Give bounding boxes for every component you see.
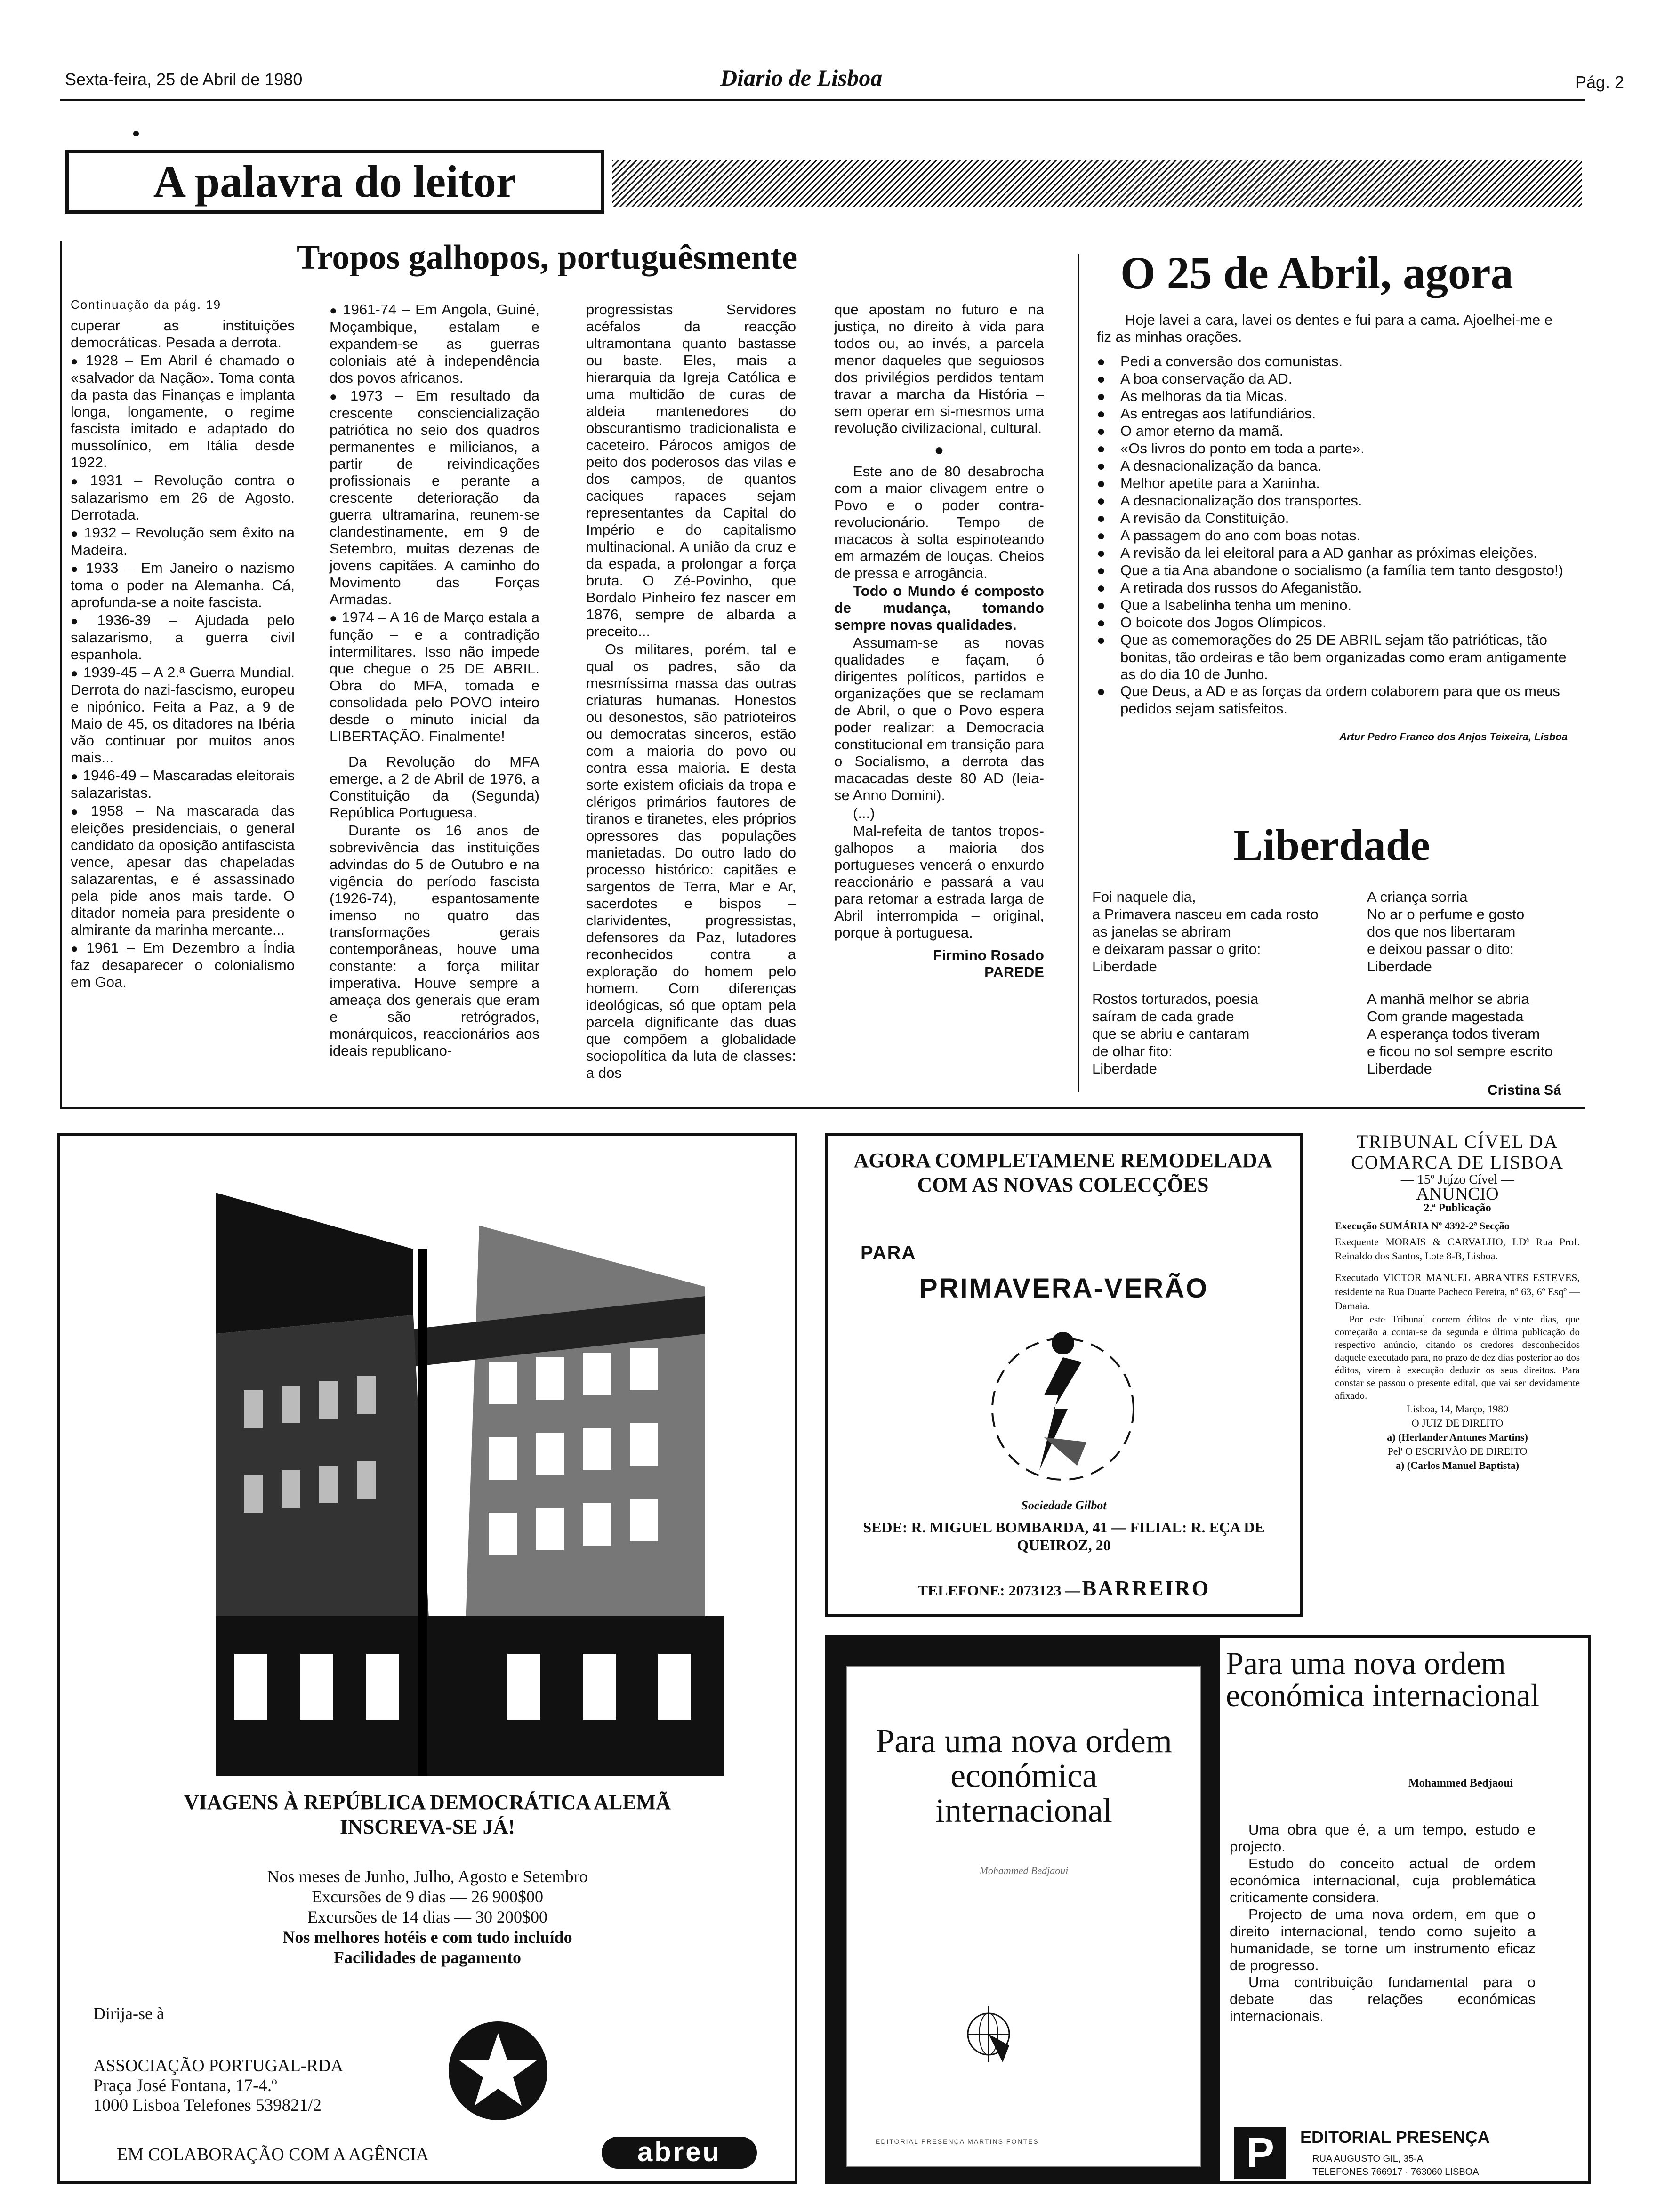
cover-publisher: EDITORIAL PRESENÇA MARTINS FONTES	[876, 2138, 1039, 2145]
article2-author: Artur Pedro Franco dos Anjos Teixeira, Lisboa	[1339, 731, 1568, 743]
paragraph: ● 1928 – Em Abril é chamado o «salvador da Nação». Toma conta da pasta das Finanças e implanta longa, longamente, o regime fascista imitado e adaptado do mussolínico, em Itália desde 1922.	[71, 352, 295, 471]
travel-footer: EM COLABORAÇÃO COM A AGÊNCIA	[117, 2145, 429, 2164]
poem-left	[1092, 889, 1356, 1077]
travel-line: Excursões de 14 dias — 30 200$00	[307, 1907, 547, 1926]
list-item: ● A revisão da lei eleitoral para a AD ganhar as próximas eleições.	[1097, 545, 1568, 562]
list-item: ● As melhoras da tia Micas.	[1097, 388, 1568, 405]
notice-line: Por este Tribunal correm éditos de vinte dias, que começarão a contar-se da segunda e última publicação do respectivo anúncio, citando os credores desconhecidos daquele executado para, no prazo de dez dias posterior ao dos éditos, virem à execução deduzir os seus direitos. Para constar se passou o presente edital, que vai ser devidamente afixado.	[1335, 1314, 1580, 1401]
poem-title: Liberdade	[1233, 821, 1430, 870]
stanza	[1367, 889, 1584, 975]
notice-title1: TRIBUNAL CÍVEL DA	[1356, 1131, 1559, 1152]
list-item: ● A passagem do ano com boas notas.	[1097, 527, 1568, 545]
paragraph: Durante os 16 anos de sobrevivência das instituições advindas do 5 de Outubro e na vigência do período fascista (1926-74), espantosamente imenso no quatro das transformações gerais contemporâneas, houve uma constante: a força militar imperativa. Houve sempre a ameaça dos generais que eram e são retrógrados, monárquicos, reaccionários aos ideais republicano-	[330, 822, 539, 1059]
list-item: ● O boicote dos Jogos Olímpicos.	[1097, 614, 1568, 632]
contact-line: 1000 Lisboa Telefones 539821/2	[93, 2096, 322, 2115]
travel-headline-2: INSCREVA-SE JÁ!	[339, 1815, 515, 1838]
paragraph: Da Revolução do MFA emerge, a 2 de Abril de 1976, a Constituição da (Segunda) República Portuguesa.	[330, 753, 539, 821]
shop-phone-label: TELEFONE: 2073123 —	[917, 1582, 1080, 1599]
poem-line: de olhar fito:	[1092, 1043, 1173, 1059]
travel-details	[60, 1867, 795, 1968]
notice-name2: a) (Carlos Manuel Baptista)	[1395, 1459, 1520, 1471]
list-item: ● Que a Isabelinha tenha um menino.	[1097, 597, 1568, 614]
header-rule	[60, 99, 1585, 101]
wish-list	[1097, 353, 1568, 717]
section-title: A palavra do leitor	[153, 156, 516, 207]
notice-heading: ANÚNCIO	[1416, 1184, 1499, 1204]
paragraph: Todo o Mundo é composto de mudança, tomando sempre novas qualidades.	[834, 583, 1044, 633]
book-author: Mohammed Bedjaoui	[1408, 1777, 1513, 1789]
paragraph: ● 1932 – Revolução sem êxito na Madeira.	[71, 524, 295, 559]
paragraph: ● 1973 – Em resultado da crescente consciencialização patriótica no seio dos quadros permanentes e milicianos, a partir de reivindicações profissionais e perante a crescente deterioração da guerra ultramarina, reunem-se clandestinamente, em 9 de Setembro, muitas dezenas de jovens capitães. A caminho do Movimento das Forças Armadas.	[330, 387, 539, 608]
poem-author: Cristina Sá	[1488, 1082, 1561, 1098]
paragraph: ● 1958 – Na mascarada das eleições presidenciais, o general candidato da oposição antifascista vence, apesar das chapeladas salazarentas, e é assassinado pela pide anos mais tarde. O ditador nomeia para presidente o almirante da marinha mercante...	[71, 802, 295, 938]
publisher-address: RUA AUGUSTO GIL, 35-A	[1312, 2154, 1424, 2164]
list-item: ● Que as comemorações do 25 DE ABRIL sejam tão patrióticas, tão bonitas, tão ordeiras e tão bem organizadas como eram antigamente as do dia 10 de Junho.	[1097, 632, 1568, 683]
book-description	[1230, 1821, 1536, 2025]
article1-col3	[586, 301, 796, 1082]
book-para: Estudo do conceito actual de ordem económica internacional, cuja problemática criticamente considera.	[1230, 1855, 1536, 1906]
paragraph: ● 1931 – Revolução contra o salazarismo em 26 de Agosto. Derrotada.	[71, 472, 295, 523]
section-title-box	[65, 150, 604, 214]
paragraph: ● 1974 – A 16 de Março estala a função – e a contradição intermilitares. Isso não impede que chegue o 25 DE ABRIL. Obra do MFA, tomada e consolidada pelo POVO inteiro desde o minuto inicial da LIBERTAÇÃO. Finalmente!	[330, 609, 539, 745]
list-item: ● A retirada dos russos do Afeganistão.	[1097, 579, 1568, 597]
separator-dot: ●	[934, 441, 944, 459]
shop-line2: COM AS NOVAS COLECÇÕES	[917, 1173, 1209, 1196]
list-item: ● A revisão da Constituição.	[1097, 510, 1568, 527]
poem-line: A criança sorria	[1367, 889, 1468, 905]
notice-line: Lisboa, 14, Março, 1980	[1406, 1403, 1509, 1415]
article2-intro: Hoje lavei a cara, lavei os dentes e fui para a cama. Ajoelhei-me e fiz as minhas orações.	[1097, 312, 1553, 345]
paragraph: ● 1946-49 – Mascaradas eleitorais salazaristas.	[71, 767, 295, 801]
article-divider	[1078, 254, 1079, 1092]
travel-line-bold: Nos melhores hotéis e com tudo incluído	[282, 1928, 572, 1947]
notice-court: — 15º Juízo Cível —	[1400, 1172, 1514, 1187]
shop-line1: AGORA COMPLETAMENE REMODELADA	[853, 1149, 1272, 1172]
ad-shop	[825, 1133, 1303, 1617]
travel-line: Nos meses de Junho, Julho, Agosto e Setembro	[267, 1867, 588, 1886]
contact-line: ASSOCIAÇÃO PORTUGAL-RDA	[93, 2056, 344, 2076]
section-hatch	[612, 160, 1582, 207]
bullet-mark	[133, 131, 139, 136]
book-cover	[846, 1666, 1201, 2167]
paragraph: Assumam-se as novas qualidades e façam, ó dirigentes políticos, partidos e organizações que se reclamam de Abril, o que o Povo espera poder realizar: a Democracia constitucional em transição para o Socialismo, a derrota das macacadas deste 80 AD (leia-se Anno Domini).	[834, 634, 1044, 803]
photo-town-street	[216, 1193, 724, 1776]
poem-line: Liberdade	[1367, 1060, 1432, 1077]
shop-phone	[828, 1576, 1300, 1601]
poem-line: e deixou passar o dito:	[1367, 941, 1514, 957]
star-logo-icon	[446, 2019, 550, 2123]
list-item: ● Que a tia Ana abandone o socialismo (a família tem tanto desgosto!)	[1097, 562, 1568, 579]
notice-sign1: O JUIZ DE DIREITO	[1411, 1417, 1504, 1429]
article1-place: PAREDE	[984, 964, 1044, 980]
travel-line-bold: Facilidades de pagamento	[333, 1948, 521, 1967]
list-item: ● Melhor apetite para a Xaninha.	[1097, 475, 1568, 492]
shop-season: PRIMAVERA-VERÃO	[919, 1273, 1209, 1304]
header-date: Sexta-feira, 25 de Abril de 1980	[65, 70, 303, 89]
travel-line: Excursões de 9 dias — 26 900$00	[312, 1887, 543, 1906]
article1-col2	[330, 301, 539, 1060]
notice-line: Exequente MORAIS & CARVALHO, LDª Rua Prof. Reinaldo dos Santos, Lote 8-B, Lisboa.	[1335, 1236, 1580, 1262]
travel-headline	[60, 1790, 795, 1839]
poem-line: Rostos torturados, poesia	[1092, 991, 1259, 1007]
agency-logo: abreu	[602, 2137, 757, 2169]
article-frame-left	[60, 241, 62, 1109]
poem-line: Com grande magestada	[1367, 1008, 1524, 1025]
paragraph: ● 1939-45 – A 2.ª Guerra Mundial. Derrota do nazi-fascismo, europeu e nipónico. Feita a Paz, a 9 de Maio de 45, os ditadores na Ibéria vão continuar por muitos anos mais...	[71, 664, 295, 766]
paragraph: cuperar as instituições democráticas. Pesada a derrota.	[71, 317, 295, 351]
legal-notice	[1335, 1131, 1580, 1473]
publisher-name: EDITORIAL PRESENÇA	[1300, 2127, 1490, 2147]
article-frame-bottom	[60, 1107, 1585, 1109]
article1-author: Firmino Rosado	[933, 947, 1044, 963]
poem-line: e ficou no sol sempre escrito	[1367, 1043, 1553, 1059]
paragraph: que apostam no futuro e na justiça, no direito à vida para todos ou, ao invés, a parcela menor daqueles que seguiosos dos privilégios perdidos tentam travar a marcha da História – sem operar em si-mesmos uma revolução civilizacional, cultural.	[834, 301, 1044, 436]
notice-sign2: Pel' O ESCRIVÃO DE DIREITO	[1387, 1445, 1528, 1457]
masthead: Diario de Lisboa	[720, 64, 883, 91]
list-item: ● A boa conservação da AD.	[1097, 370, 1568, 388]
shop-logo-text: Sociedade Gilbot	[1021, 1499, 1107, 1512]
stanza	[1092, 889, 1356, 975]
cover-author: Mohammed Bedjaoui	[979, 1865, 1069, 1876]
page-number: Pág. 2	[1575, 72, 1625, 92]
list-item: ● Pedi a conversão dos comunistas.	[1097, 353, 1568, 370]
notice-name1: a) (Herlander Antunes Martins)	[1387, 1431, 1528, 1443]
notice-title2: COMARCA DE LISBOA	[1351, 1152, 1564, 1173]
poem-line: Foi naquele dia,	[1092, 889, 1196, 905]
shop-headline	[842, 1148, 1284, 1197]
poem-line: dos que nos libertaram	[1367, 923, 1516, 940]
publisher-logo-icon: P	[1234, 2127, 1286, 2179]
list-item: ● O amor eterno da mamã.	[1097, 423, 1568, 440]
poem-line: que se abriu e cantaram	[1092, 1026, 1250, 1042]
ad-travel	[57, 1133, 797, 2184]
stanza	[1367, 991, 1584, 1077]
list-item: ● Que Deus, a AD e as forças da ordem colaborem para que os meus pedidos sejam satisfeitos.	[1097, 683, 1568, 717]
notice-publication: 2.ª Publicação	[1424, 1202, 1491, 1214]
poem-line: a Primavera nasceu em cada rosto	[1092, 906, 1319, 922]
poem-line: as janelas se abriram	[1092, 923, 1231, 940]
paragraph: ● 1933 – Em Janeiro o nazismo toma o poder na Alemanha. Cá, aprofunda-se a noite fascista.	[71, 560, 295, 611]
poem-line: A manhã melhor se abria	[1367, 991, 1529, 1007]
poem-line: Liberdade	[1092, 1060, 1157, 1077]
travel-contact-lead: Dirija-se à	[93, 2004, 164, 2023]
paragraph: Os militares, porém, tal e qual os padres, são da mesmíssima massa das outras criaturas humanas. Honestos ou desonestos, são patrioteiros ou democratas sinceros, estão com a maioria do povo ou contra essa maioria. E desta sorte existem oficiais da tropa e clérigos primários fautores de tiranos e tiranetes, eles próprios opressores das populações manietadas. Do outro lado do processo histórico: capitães e sargentos de Terra, Mar e Ar, sacerdotes e bispos – clarividentes, progressistas, defensores da Paz, lutadores reconhecidos contra a exploração do homem pelo homem. Com diferenças ideológicas, só que optam pela parcela dignificante das duas que compõem a globalidade sociopolítica da luta de classes: a dos	[586, 641, 796, 1081]
publisher-phones: TELEFONES 766917 · 763060 LISBOA	[1312, 2167, 1479, 2177]
shop-address: SEDE: R. MIGUEL BOMBARDA, 41 — FILIAL: R. EÇA DE QUEIROZ, 20	[863, 1519, 1265, 1554]
paragraph: Este ano de 80 desabrocha com a maior clivagem entre o Povo e o poder contra-revolucionário. Tempo de macacos à solta espinoteando em armazém de louças. Cheios de pressa e arrogância.	[834, 463, 1044, 581]
poem-line: A esperança todos tiveram	[1367, 1026, 1540, 1042]
poem-line: saíram de cada grade	[1092, 1008, 1234, 1025]
article1-col1	[71, 317, 295, 992]
ad-book	[825, 1635, 1591, 2184]
notice-line: Execução SUMÁRIA Nº 4392-2ª Secção	[1335, 1220, 1510, 1232]
paragraph: Mal-refeita de tantos tropos-galhopos a maioria dos portugueses vencerá o enxurdo reaccionário e passará a vau para retomar a estrada larga de Abril interrompida – original, porque à portuguesa.	[834, 823, 1044, 941]
paragraph: progressistas Servidores acéfalos da reacção ultramontana quanto bastasse ou baste. Eles, mais a hierarquia da Igreja Católica e uma multidão de curas de aldeia mantenedores do obscurantismo tradicionalista e caceteiro. Párocos amigos de peito dos poderosos das vilas e dos campos, de quantos caciques rapaces sejam representantes da Capital do Império e do capitalismo multinacional. A união da cruz e da espada, a prolongar a força bruta. O Zé-Povinho, que Bordalo Pinheiro fez nascer em 1876, sempre de albarda a preceito...	[586, 301, 796, 640]
notice-line: Executado VICTOR MANUEL ABRANTES ESTEVES, residente na Rua Duarte Pacheco Pereira, nº 63, 6º Esqº — Damaia.	[1335, 1272, 1580, 1312]
poem-line: No ar o perfume e gosto	[1367, 906, 1525, 922]
article1-col4	[834, 301, 1044, 981]
contact-line: Praça José Fontana, 17-4.º	[93, 2076, 277, 2095]
globe-icon	[960, 2006, 1017, 2062]
list-item: ● As entregas aos latifundiários.	[1097, 405, 1568, 423]
paragraph: (...)	[853, 805, 875, 821]
travel-contact	[93, 2056, 343, 2116]
article1-title: Tropos galhopos, portuguêsmente	[297, 238, 798, 277]
book-para: Uma obra que é, a um tempo, estudo e projecto.	[1230, 1821, 1536, 1855]
stanza	[1092, 991, 1356, 1077]
poem-right	[1367, 889, 1584, 1077]
article2-title: O 25 de Abril, agora	[1120, 248, 1513, 298]
list-item: ● A desnacionalização dos transportes.	[1097, 492, 1568, 510]
poem-line: Liberdade	[1092, 958, 1157, 975]
article1-continuation: Continuação da pág. 19	[71, 297, 222, 312]
paragraph: ● 1961 – Em Dezembro a Índia faz desaparecer o colonialismo em Goa.	[71, 939, 295, 991]
poem-line: Liberdade	[1367, 958, 1432, 975]
paragraph: ● 1936-39 – Ajudada pelo salazarismo, a guerra civil espanhola.	[71, 612, 295, 663]
book-para: Projecto de uma nova ordem, em que o direito internacional, tendo como sujeito a humanidade, se torne um instrumento eficaz de progresso.	[1230, 1906, 1536, 1973]
shop-city: BARREIRO	[1082, 1576, 1210, 1600]
book-para: Uma contribuição fundamental para o debate das relações económicas internacionais.	[1230, 1974, 1536, 2024]
book-info-panel	[1220, 1638, 1588, 2181]
list-item: ● A desnacionalização da banca.	[1097, 457, 1568, 475]
list-item: ● «Os livros do ponto em toda a parte».	[1097, 440, 1568, 457]
travel-headline-1: VIAGENS À REPÚBLICA DEMOCRÁTICA ALEMÃ	[184, 1791, 671, 1814]
gilbot-logo-icon	[964, 1315, 1162, 1503]
poem-line: e deixaram passar o grito:	[1092, 941, 1261, 957]
book-title: Para uma nova ordem económica internacional	[1226, 1645, 1540, 1713]
shop-para: PARA	[861, 1242, 917, 1263]
paragraph: ● 1961-74 – Em Angola, Guiné, Moçambique, estalam e expandem-se as guerras coloniais até à independência dos povos africanos.	[330, 301, 539, 386]
cover-title: Para uma nova ordem económica internacional	[876, 1722, 1172, 1829]
article2-body	[1097, 312, 1568, 745]
